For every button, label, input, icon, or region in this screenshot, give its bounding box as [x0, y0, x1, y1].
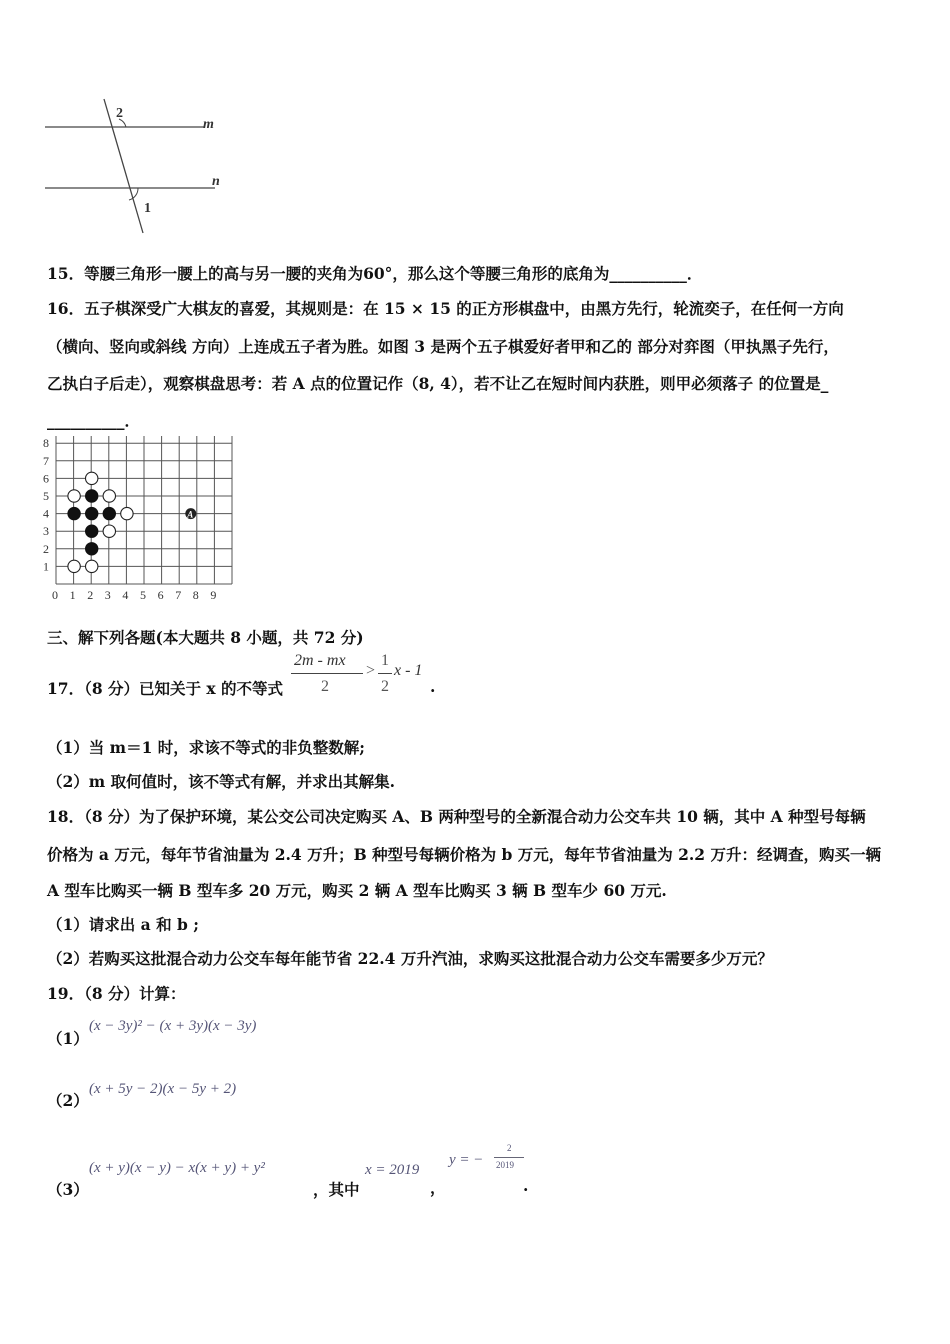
board-y-tick-label: 1 [43, 559, 49, 574]
q17-period: . [430, 677, 436, 696]
question-19-title: 19．（8 分）计算： [47, 984, 186, 1003]
board-y-tick-label: 3 [43, 524, 49, 539]
q17-fraction-2-denominator: 2 [381, 678, 389, 695]
board-x-tick-label: 3 [104, 588, 111, 602]
board-x-tick-label: 1 [69, 588, 76, 602]
white-stone [68, 560, 80, 572]
black-stone [86, 490, 98, 502]
question-17-part-2: （2）m 取何值时，该不等式有解，并求出其解集. [47, 772, 395, 791]
q19-part-3-y-value: y = − [449, 1152, 484, 1168]
line-n-label: n [212, 174, 220, 189]
question-16-line-1: 16．五子棋深受广大棋友的喜爱，其规则是：在 15 × 15 的正方形棋盘中，由黑方先行，轮流奕子，在任何一方向 [47, 299, 844, 318]
q17-tail-expression: x - 1 [394, 662, 423, 679]
q17-fraction-1-bar [291, 673, 363, 674]
question-18-part-1: （1）请求出 a 和 b ; [47, 915, 199, 934]
board-x-tick-label: 0 [52, 588, 58, 602]
q19-part-3-label: （3） [47, 1180, 89, 1199]
board-y-tick-label: 7 [43, 453, 49, 468]
black-stone [86, 507, 98, 519]
black-stone [86, 543, 98, 555]
question-18-line-3: A 型车比购买一辆 B 型车多 20 万元，购买 2 辆 A 型车比购买 3 辆 B 型车少 60 万元. [47, 881, 667, 900]
q19-part-3-x-value: x = 2019 [365, 1162, 420, 1178]
white-stone [86, 560, 98, 572]
q19-part-3-y-denominator: 2019 [496, 1160, 514, 1170]
board-y-tick-label: 2 [43, 541, 49, 556]
q19-part-3-comma: ， [430, 1178, 446, 1197]
q17-greater-than: > [366, 662, 376, 679]
parallel-lines-figure [40, 95, 240, 240]
gomoku-board-figure [38, 436, 248, 606]
question-16-line-3: 乙执白子后走），观察棋盘思考：若 A 点的位置记作（8, 4），若不让乙在短时间内获胜，则甲必须落子 的位置是_ [47, 374, 829, 393]
board-x-tick-label: 4 [122, 588, 129, 602]
board-x-tick-label: 7 [175, 588, 182, 602]
question-18-line-1: 18．（8 分）为了保护环境，某公交公司决定购买 A、B 两种型号的全新混合动力公交车共 10 辆，其中 A 种型号每辆 [47, 807, 866, 826]
question-18-part-2: （2）若购买这批混合动力公交车每年能节省 22.4 万升汽油，求购买这批混合动力公交车需要多少万元？ [47, 949, 773, 968]
q19-part-2-label: （2） [47, 1091, 89, 1110]
q19-part-3-period: . [523, 1176, 529, 1195]
question-16-line-2: （横向、竖向或斜线 方向）上连成五子者为胜。如图 3 是两个五子棋爱好者甲和乙的 部分对弈图（甲执黑子先行， [47, 337, 839, 356]
question-16-line-4: __________． [47, 411, 141, 430]
q19-part-2-expression: (x + 5y − 2)(x − 5y + 2) [89, 1081, 237, 1097]
board-x-tick-label: 5 [140, 588, 146, 602]
board-y-tick-label: 6 [43, 471, 49, 486]
q19-part-3-where: ，其中 [313, 1180, 360, 1199]
board-y-tick-label: 4 [43, 506, 49, 521]
question-17-prefix: 17．（8 分）已知关于 x 的不等式 [47, 679, 284, 698]
q17-fraction-1-denominator: 2 [321, 678, 329, 695]
q17-fraction-2-numerator: 1 [381, 652, 389, 669]
board-x-tick-label: 2 [87, 588, 94, 602]
board-y-tick-label: 8 [43, 436, 49, 451]
line-m-label: m [203, 117, 214, 132]
black-stone [68, 507, 80, 519]
section-3-title: 三、解下列各题(本大题共 8 小题，共 72 分) [47, 628, 364, 647]
q19-part-1-expression: (x − 3y)² − (x + 3y)(x − 3y) [89, 1018, 257, 1034]
white-stone [103, 490, 115, 502]
white-stone [86, 472, 98, 484]
white-stone [103, 525, 115, 537]
white-stone [68, 490, 80, 502]
board-y-tick-label: 5 [43, 489, 49, 503]
question-17-part-1: （1）当 m＝1 时，求该不等式的非负整数解; [47, 738, 365, 757]
black-stone [103, 507, 115, 519]
q17-fraction-1-numerator: 2m - mx [294, 652, 346, 669]
transversal-line [104, 99, 143, 233]
point-a-label: A [187, 509, 194, 520]
black-stone [86, 525, 98, 537]
board-x-tick-label: 6 [157, 588, 164, 602]
q19-part-3-y-numerator: 2 [507, 1143, 512, 1153]
q19-part-3-expression: (x + y)(x − y) − x(x + y) + y² [89, 1160, 265, 1176]
q19-part-3-y-fraction-bar [494, 1157, 524, 1158]
angle-2-label: 2 [116, 106, 123, 121]
white-stone [121, 507, 133, 519]
angle-1-label: 1 [144, 201, 151, 216]
board-x-tick-label: 9 [210, 588, 217, 602]
question-18-line-2: 价格为 a 万元，每年节省油量为 2.4 万升；B 种型号每辆价格为 b 万元，每年节省油量为 2.2 万升：经调查，购买一辆 [47, 845, 881, 864]
board-x-tick-label: 8 [192, 588, 199, 602]
q19-part-1-label: （1） [47, 1029, 89, 1048]
question-15: 15．等腰三角形一腰上的高与另一腰的夹角为60°，那么这个等腰三角形的底角为__________． [47, 264, 703, 283]
q17-fraction-2-bar [378, 673, 392, 674]
